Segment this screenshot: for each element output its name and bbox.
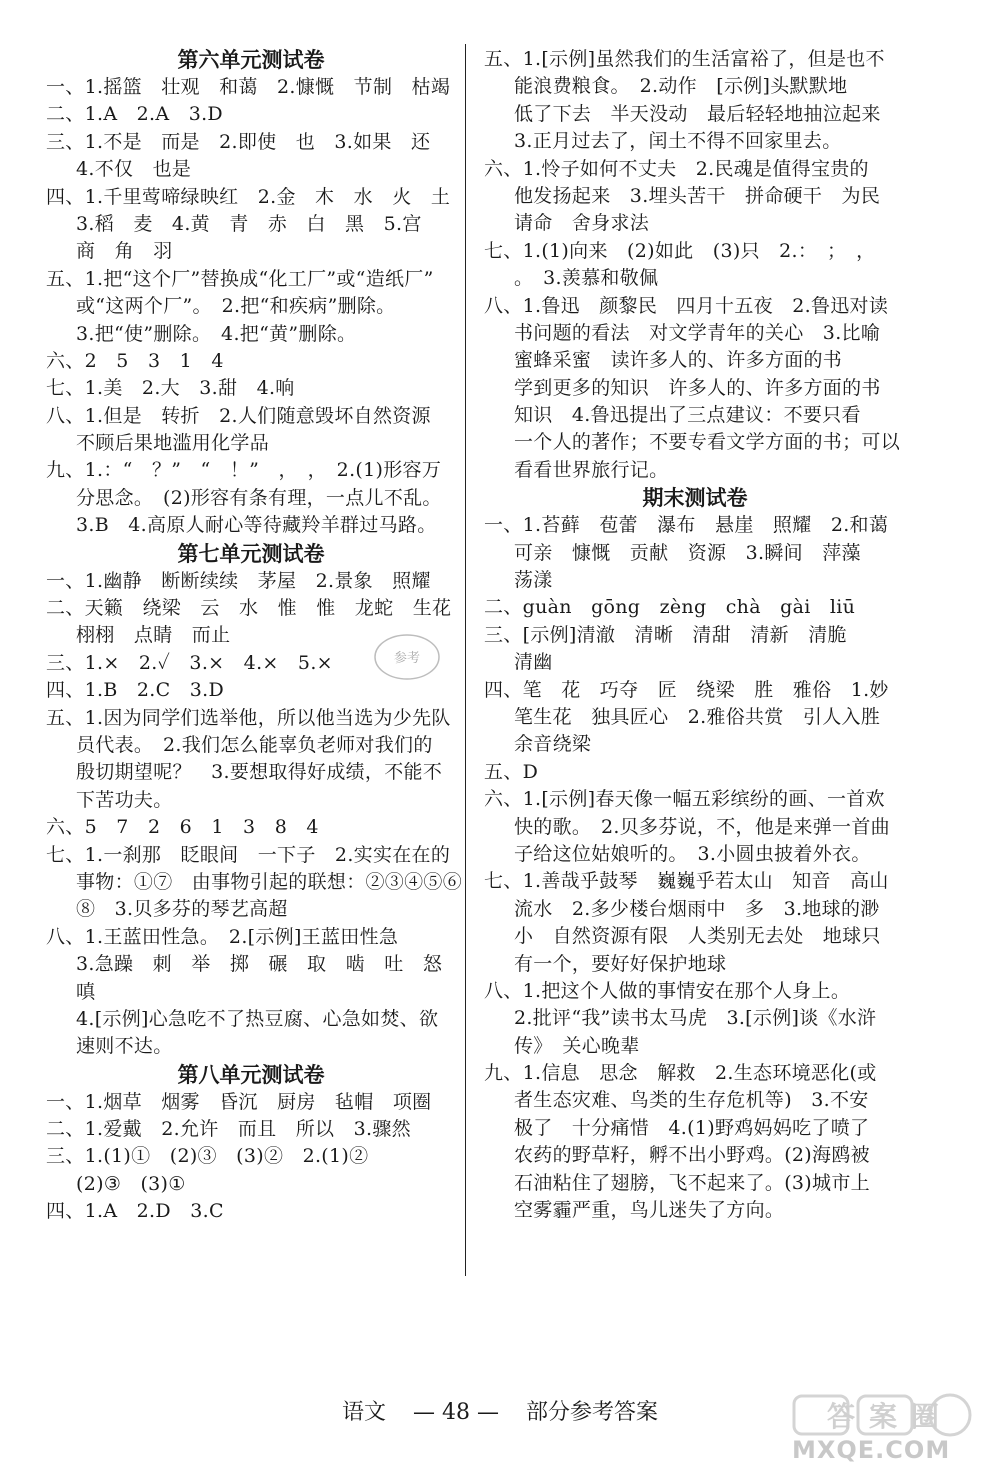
- answer-line: 3.急躁 刺 举 掷 碾 取 啮 吐 怒: [76, 953, 443, 976]
- answer-line: 二、1.爱戴 2.允许 而且 所以 3.骤然: [46, 1118, 411, 1141]
- section-title: 第六单元测试卷: [177, 48, 325, 72]
- answer-line: 五、1.把“这个厂”替换成“化工厂”或“造纸厂”: [46, 267, 434, 290]
- answer-line: 农药的野草籽，孵不出小野鸡。(2)海鸥被: [514, 1144, 870, 1167]
- answer-line: 清幽: [514, 651, 553, 674]
- svg-text:参考: 参考: [393, 651, 421, 666]
- answer-line: 速则不达。: [76, 1035, 173, 1058]
- answer-line: 请命 舍身求法: [514, 212, 650, 235]
- answer-line: 七、1.美 2.大 3.甜 4.响: [46, 377, 295, 400]
- answer-line: 事物：①⑦ 由事物引起的联想：②③④⑤⑥: [76, 870, 463, 893]
- small-stamp: [370, 628, 444, 690]
- svg-text:答案圈: 答案圈: [826, 1400, 954, 1433]
- section-title: 第八单元测试卷: [177, 1062, 325, 1087]
- answer-line: 六、1.怜子如何不丈夫 2.民魂是值得宝贵的: [484, 157, 869, 180]
- answer-line: 3.稻 麦 4.黄 青 赤 白 黑 5.宫: [76, 212, 422, 235]
- answer-line: 3.B 4.高原人耐心等待藏羚羊群过马路。: [76, 514, 437, 537]
- answer-line: 二、guàn gōng zèng chà gài liū: [484, 596, 856, 619]
- answer-line: 有一个，要好好保护地球: [514, 952, 727, 975]
- answer-line: 三、1.(1)① (2)③ (3)② 2.(1)②: [46, 1145, 369, 1168]
- answer-line: 快的歌。 2.贝多芬说，不，他是来弹一首曲: [514, 815, 890, 838]
- answer-line: 三、1.不是 而是 2.即使 也 3.如果 还: [46, 130, 431, 153]
- answer-line: 八、1.鲁迅 颜黎民 四月十五夜 2.鲁迅对读: [484, 294, 889, 317]
- watermark-text: MXQE.COM: [792, 1436, 951, 1464]
- answer-line: 石油粘住了翅膀，飞不起来了。(3)城市上: [514, 1171, 870, 1194]
- section-title: 期末测试卷: [642, 486, 748, 511]
- answer-line: 可亲 慷慨 贡献 资源 3.瞬间 萍藻: [514, 541, 861, 564]
- answer-line: 一、1.摇篮 壮观 和蔼 2.慷慨 节制 枯竭: [46, 76, 451, 98]
- answer-line: 二、1.A 2.A 3.D: [46, 103, 223, 126]
- answer-line: 不顾后果地滥用化学品: [76, 432, 270, 455]
- answer-line: 蜜蜂采蜜 读许多人的、许多方面的书: [514, 349, 843, 372]
- answer-line: 五、1.因为同学们选举他，所以他当选为少先队: [46, 706, 451, 729]
- answer-line: 五、D: [484, 760, 539, 783]
- answer-line: 三、[示例]清澈 清晰 清甜 清新 清脆: [484, 623, 847, 646]
- answer-line: 一、1.烟草 烟雾 昏沉 厨房 毡帽 项圈: [46, 1090, 432, 1113]
- watermark: [790, 1392, 990, 1464]
- answer-line: 嗔: [76, 980, 96, 1003]
- answer-line: 商 角 羽: [76, 240, 173, 263]
- answer-line: 下苦功夫。: [76, 788, 173, 811]
- answer-line: 能浪费粮食。 2.动作 [示例]头默默地: [514, 75, 848, 98]
- answer-line: 八、1.王蓝田性急。 2.[示例]王蓝田性急: [46, 925, 399, 948]
- footer-subject: 语文: [341, 1400, 386, 1425]
- answer-line: 4.[示例]心急吃不了热豆腐、心急如焚、欲: [76, 1007, 439, 1030]
- answer-line: 3.把“使”删除。 4.把“黄”删除。: [76, 322, 357, 345]
- answer-line: 八、1.把这个人做的事情安在那个人身上。: [484, 979, 851, 1002]
- answer-line: 六、1.[示例]春天像一幅五彩缤纷的画、一首欢: [484, 788, 885, 811]
- answer-line: 五、1.[示例]虽然我们的生活富裕了，但是也不: [484, 48, 885, 70]
- answer-line: 看看世界旅行记。: [514, 458, 669, 481]
- answer-line: (2)③ (3)①: [76, 1172, 186, 1195]
- answer-line: 六、2 5 3 1 4: [46, 349, 224, 372]
- answer-line: 一、1.幽静 断断续续 茅屋 2.景象 照耀: [46, 569, 431, 592]
- watermark-logo-icon: [790, 1392, 990, 1440]
- answer-line: 学到更多的知识 许多人的、许多方面的书: [514, 376, 881, 399]
- answer-line: 极了 十分痛惜 4.(1)野鸡妈妈吃了喷了: [514, 1116, 870, 1139]
- answer-line: 七、1.善哉乎鼓琴 巍巍乎若太山 知音 高山: [484, 870, 889, 893]
- section-title: 第七单元测试卷: [177, 541, 325, 566]
- answer-line: ⑧ 3.贝多芬的琴艺高超: [76, 898, 288, 921]
- answer-line: 空雾霾严重，鸟儿迷失了方向。: [514, 1199, 785, 1222]
- footer-page-number: — 48 —: [413, 1400, 499, 1425]
- answer-line: 九、1.信息 思念 解救 2.生态环境恶化(或: [484, 1062, 877, 1085]
- answer-line: 。 3.羡慕和敬佩: [514, 267, 659, 290]
- answer-line: 一、1.苔藓 苞蕾 瀑布 悬崖 照耀 2.和蔼: [484, 514, 889, 537]
- answer-line: 他发扬起来 3.埋头苦干 拼命硬干 为民: [514, 184, 881, 207]
- answer-line: 低了下去 半天没动 最后轻轻地抽泣起来: [514, 102, 881, 125]
- answer-line: 四、1.B 2.C 3.D: [46, 679, 225, 702]
- answer-line: 流水 2.多少楼台烟雨中 多 3.地球的渺: [514, 897, 880, 920]
- answer-line: 四、1.A 2.D 3.C: [46, 1200, 224, 1223]
- answer-line: 二、天籁 绕梁 云 水 惟 惟 龙蛇 生花: [46, 597, 452, 620]
- answer-line: 或“这两个厂”。 2.把“和疾病”删除。: [76, 295, 396, 318]
- answer-line: 荡漾: [514, 569, 553, 592]
- answer-line: 一个人的著作；不要专看文学方面的书；可以: [514, 431, 901, 454]
- answer-line: 七、1.一刹那 眨眼间 一下子 2.实实在在的: [46, 843, 451, 866]
- answer-line: 七、1.(1)向来 (2)如此 (3)只 2.： ； ，: [484, 239, 876, 262]
- answer-line: 笔生花 独具匠心 2.雅俗共赏 引人入胜: [514, 705, 881, 728]
- answer-line: 2.批评“我”读书太马虎 3.[示例]谈《水浒: [514, 1007, 877, 1030]
- answer-line: 者生态灾难、鸟类的生存危机等) 3.不安: [514, 1089, 869, 1112]
- answer-line: 子给这位姑娘听的。 3.小圆虫披着外衣。: [514, 842, 871, 865]
- answer-line: 四、1.千里莺啼绿映红 2.金 木 水 火 土: [46, 185, 451, 208]
- answer-line: 六、5 7 2 6 1 3 8 4: [46, 816, 319, 839]
- answer-line: 3.正月过去了，闰土不得不回家里去。: [514, 130, 842, 153]
- answer-line: 余音绕梁: [514, 733, 592, 756]
- answer-line: 殷切期望呢？ 3.要想取得好成绩，不能不: [76, 761, 443, 784]
- answer-line: 书问题的看法 对文学青年的关心 3.比喻: [514, 321, 881, 344]
- answer-line: 知识 4.鲁迅提出了三点建议：不要只看: [514, 404, 861, 427]
- answer-line: 三、1.× 2.✓ 3.× 4.× 5.×: [46, 651, 333, 674]
- footer-label: 部分参考答案: [525, 1400, 658, 1425]
- answer-line: 栩栩 点睛 而止: [76, 624, 231, 647]
- answer-line: 四、笔 花 巧夺 匠 绕梁 胜 雅俗 1.妙: [484, 678, 889, 701]
- answer-line: 小 自然资源有限 人类别无去处 地球只: [514, 925, 881, 948]
- answer-line: 八、1.但是 转折 2.人们随意毁坏自然资源: [46, 404, 431, 427]
- answer-line: 九、1.：“ ？” “ ！” ， ， 2.(1)形容万: [46, 459, 442, 482]
- stamp-icon: [370, 628, 444, 686]
- answer-line: 分思念。 (2)形容有条有理，一点儿不乱。: [76, 486, 442, 509]
- answer-line: 传》 关心晚辈: [514, 1034, 640, 1057]
- answer-line: 员代表。 2.我们怎么能辜负老师对我们的: [76, 733, 433, 756]
- answer-line: 4.不仅 也是: [76, 158, 192, 181]
- right-answer-column: [484, 46, 906, 1224]
- column-divider: [465, 44, 466, 1276]
